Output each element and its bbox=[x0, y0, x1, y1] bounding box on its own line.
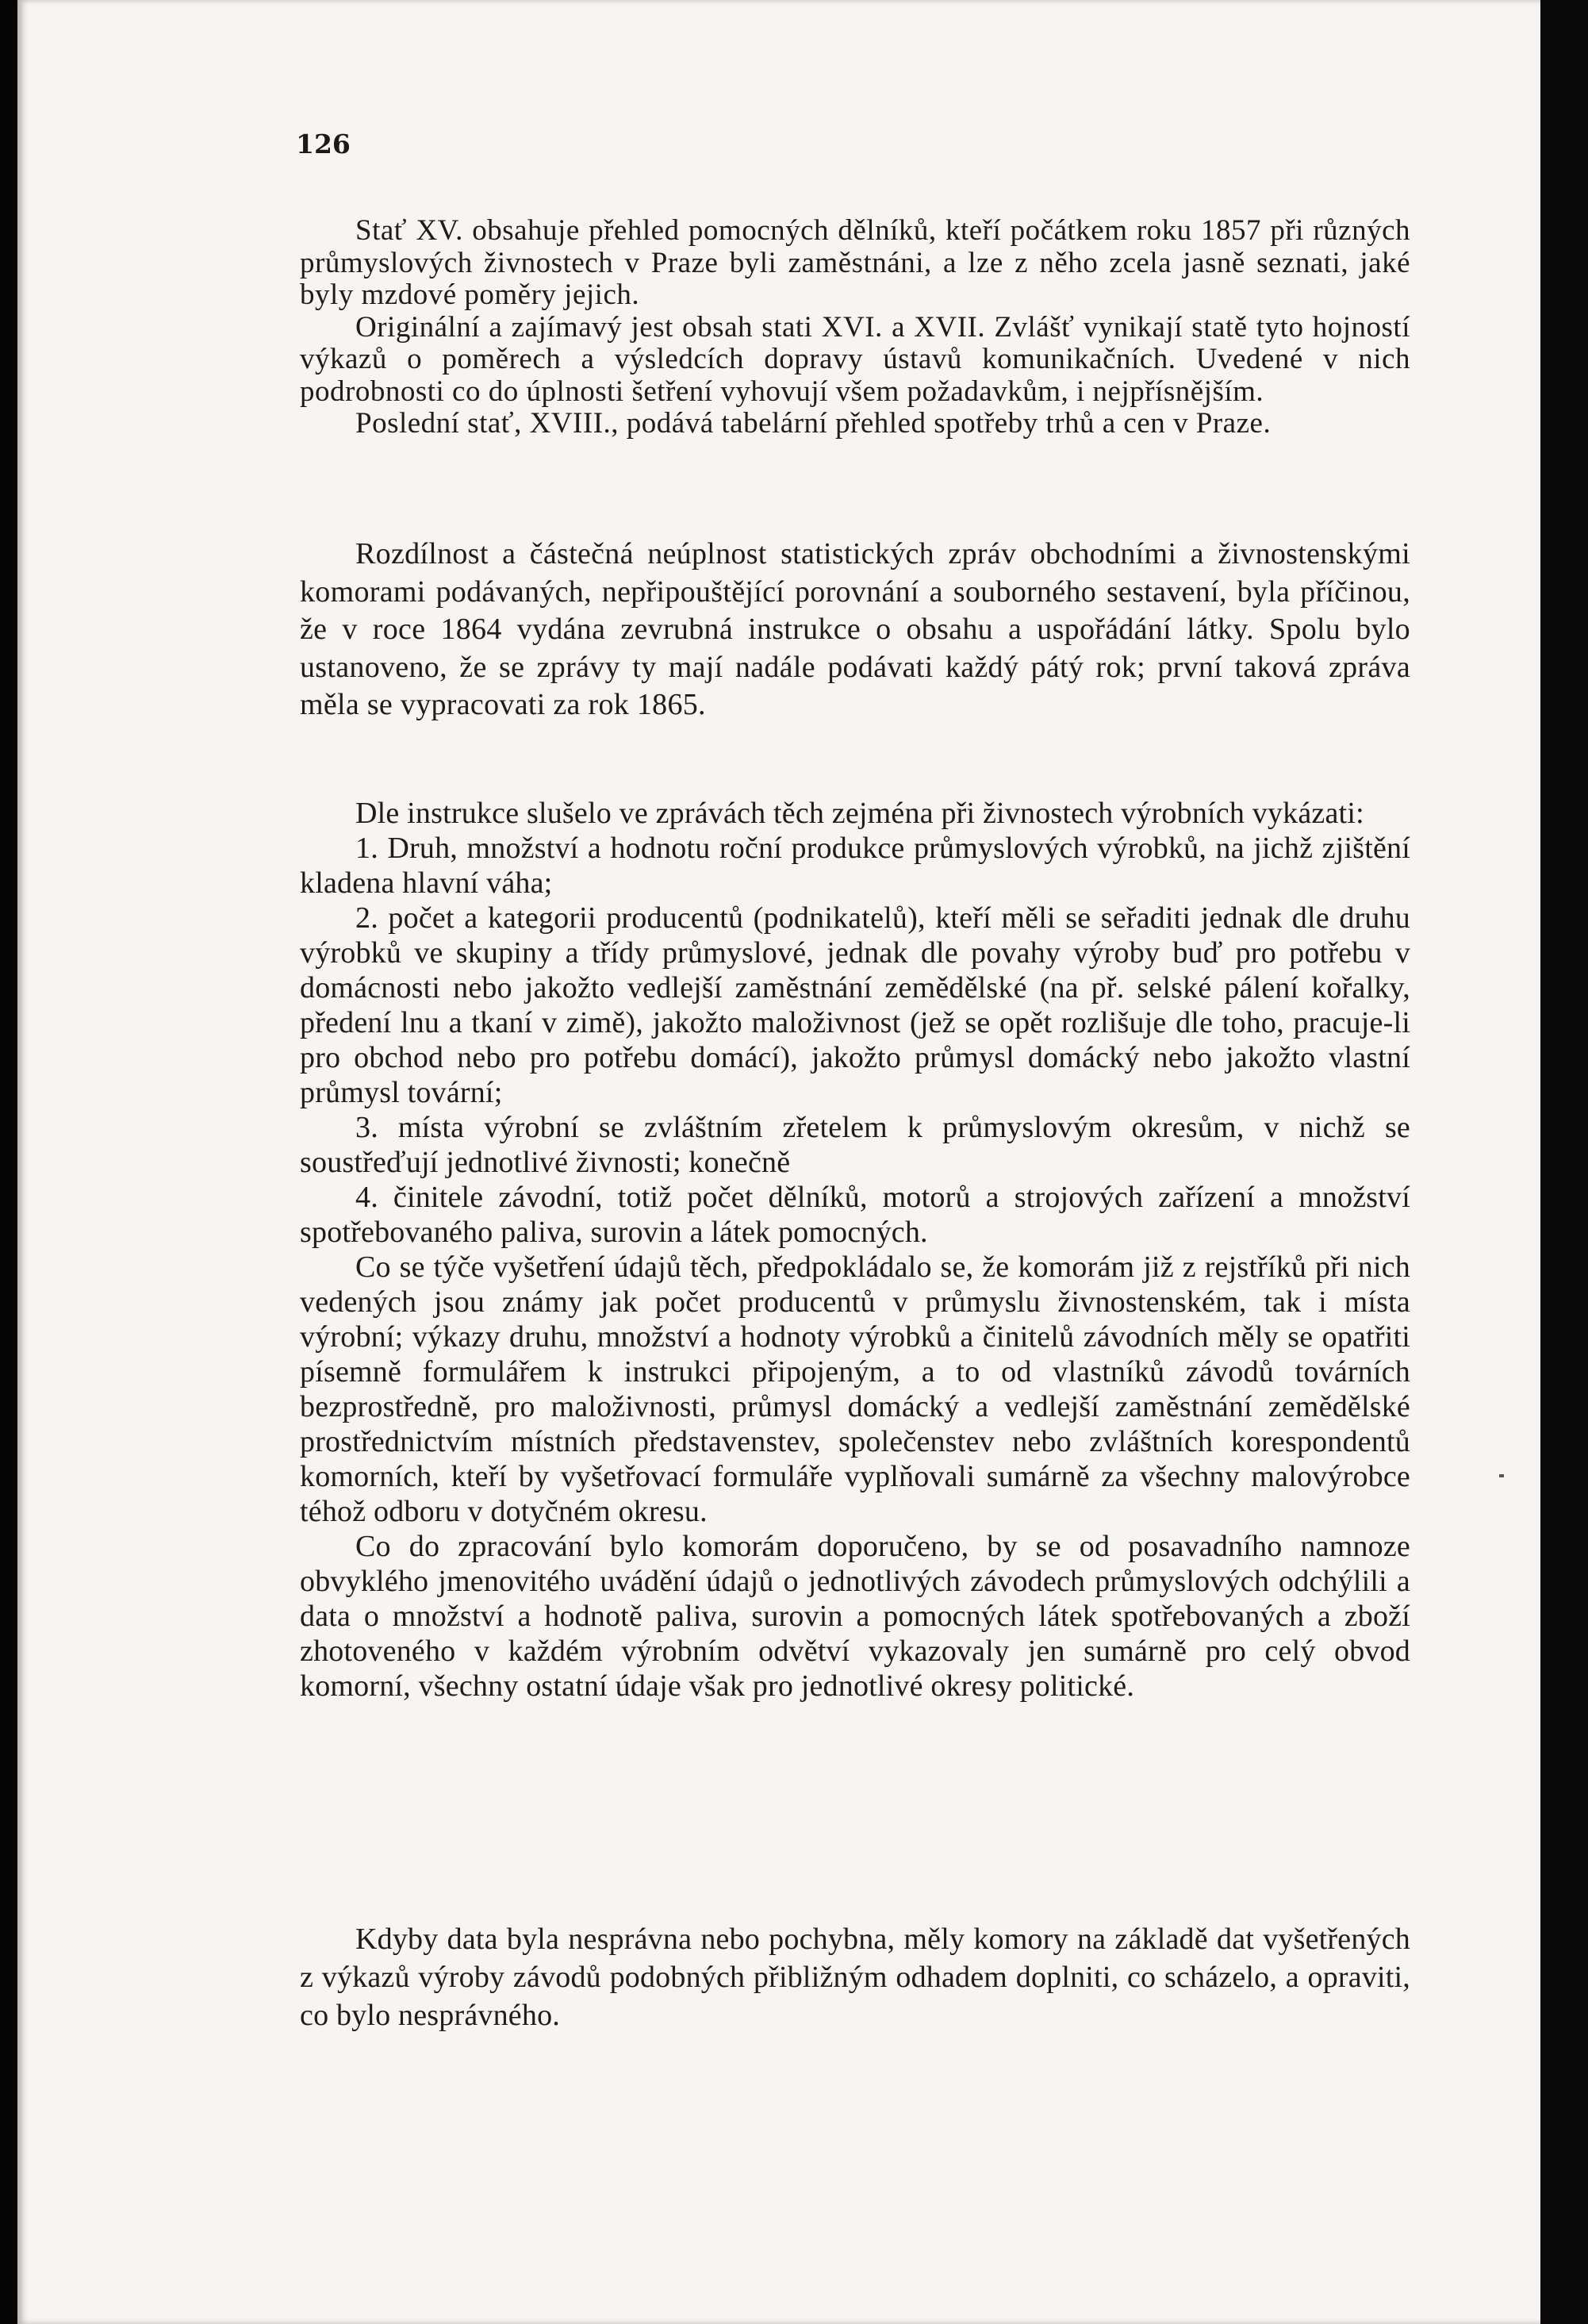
list-item-1: 1. Druh, množství a hodnotu roční produkce průmyslových výrobků, na jichž zjištění kladena hlavní váha; bbox=[300, 832, 1410, 900]
list-item-4: 4. činitele závodní, totiž počet dělníků, motorů a strojových zařízení a množství spotřebovaného paliva, surovin a látek pomocných. bbox=[300, 1181, 1410, 1249]
page-number: 126 bbox=[296, 129, 351, 159]
main-paragraph bbox=[300, 536, 1410, 724]
intro-paragraphs bbox=[300, 215, 1410, 440]
paragraph-instrukce-1864: Rozdílnost a částečná neúplnost statistických zpráv obchodními a živnostenskými komorami podávaných, nepřipouštějící porovnání a souborného sestavení, byla příčinou, že v roce 1864 vydána zevrubná instrukce o obsahu a uspořádání látky. Spolu bylo ustanoveno, že se zprávy ty mají nadále podávati každý pátý rok; první taková zpráva měla se vypracovati za rok 1865. bbox=[300, 537, 1410, 721]
scan-speck bbox=[1499, 1474, 1504, 1477]
list-item-3: 3. místa výrobní se zvláštním zřetelem k průmyslovým okresům, v nichž se soustřeďují jednotlivé živnosti; konečně bbox=[300, 1111, 1410, 1179]
paragraph-dle-instrukce: Dle instrukce slušelo ve zprávách těch zejména při živnostech výrobních vykázati: bbox=[355, 797, 1364, 830]
list-item-2: 2. počet a kategorii producentů (podnikatelů), kteří měli se seřaditi jednak dle druhu výrobků ve skupiny a třídy průmyslové, jednak dle povahy výroby buď pro potřebu v domácnosti nebo jakožto vedlejší zaměstnání zemědělské (na př. selské pálení kořalky, předení lnu a tkaní v zimě), jakožto maloživnost (jež se opět rozlišuje dle toho, pracuje-li pro obchod nebo pro potřebu domácí), jakožto průmysl domácký nebo jakožto vlastní průmysl tovární; bbox=[300, 901, 1410, 1109]
scan-edge bbox=[0, 0, 16, 2324]
paragraph-stat-xvi-xvii: Originální a zajímavý jest obsah stati XVI. a XVII. Zvlášť vynikají statě tyto hojností výkazů o poměrech a výsledcích dopravy ústavů komunikačních. Uvedené v nich podrobnosti co do úplnosti šetření vyhovují všem požadavkům, i nejpřísnějším. bbox=[300, 310, 1410, 408]
paragraph-stat-xviii: Poslední stať, XVIII., podává tabelární přehled spotřeby trhů a cen v Praze. bbox=[355, 407, 1272, 440]
closing-paragraph bbox=[300, 1920, 1410, 2034]
paragraph-zpracovani: Co do zpracování bylo komorám doporučeno, by se od posavadního namnoze obvyklého jmenovitého uvádění údajů o jednotlivých závodech průmyslových odchýlili a data o množství a hodnotě paliva, surovin a pomocných látek spotřebovaných a zboží zhotoveného v každém výrobním odvětví vykazovaly jen sumárně pro celý obvod komorní, všechny ostatní údaje však pro jednotlivé okresy politické. bbox=[300, 1530, 1410, 1703]
paragraph-vysetreni: Co se týče vyšetření údajů těch, předpokládalo se, že komorám již z rejstříků při nich vedených jsou známy jak počet producentů v průmyslu živnostenském, tak i místa výrobní; výkazy druhu, množství a hodnoty výrobků a činitelů závodních měly se opatřiti písemně formulářem k instrukci připojeným, a to od vlastníků závodů továrních bezprostředně, pro maloživnosti, průmysl domácký a vedlejší zaměstnání zemědělské prostřednictvím místních představenstev, společenstev nebo zvláštních korespondentů komorních, kteří by vyšetřovací formuláře vyplňovali sumárně za všechny malovýrobce téhož odboru v dotyčném okresu. bbox=[300, 1250, 1410, 1528]
paragraph-stat-xv: Stať XV. obsahuje přehled pomocných dělníků, kteří počátkem roku 1857 při různých průmyslových živnostech v Praze byli zaměstnáni, a lze z něho zcela jasně seznati, jaké byly mzdové poměry jejich. bbox=[300, 214, 1410, 311]
scan-margin bbox=[1540, 0, 1588, 2324]
paragraph-kdyby-data: Kdyby data byla nesprávna nebo pochybna, měly komory na základě dat vyšetřených z výkazů výroby závodů podobných přibližným odhadem doplniti, co scházelo, a opraviti, co bylo nesprávného. bbox=[300, 1923, 1410, 2032]
list-paragraphs bbox=[300, 796, 1410, 1704]
